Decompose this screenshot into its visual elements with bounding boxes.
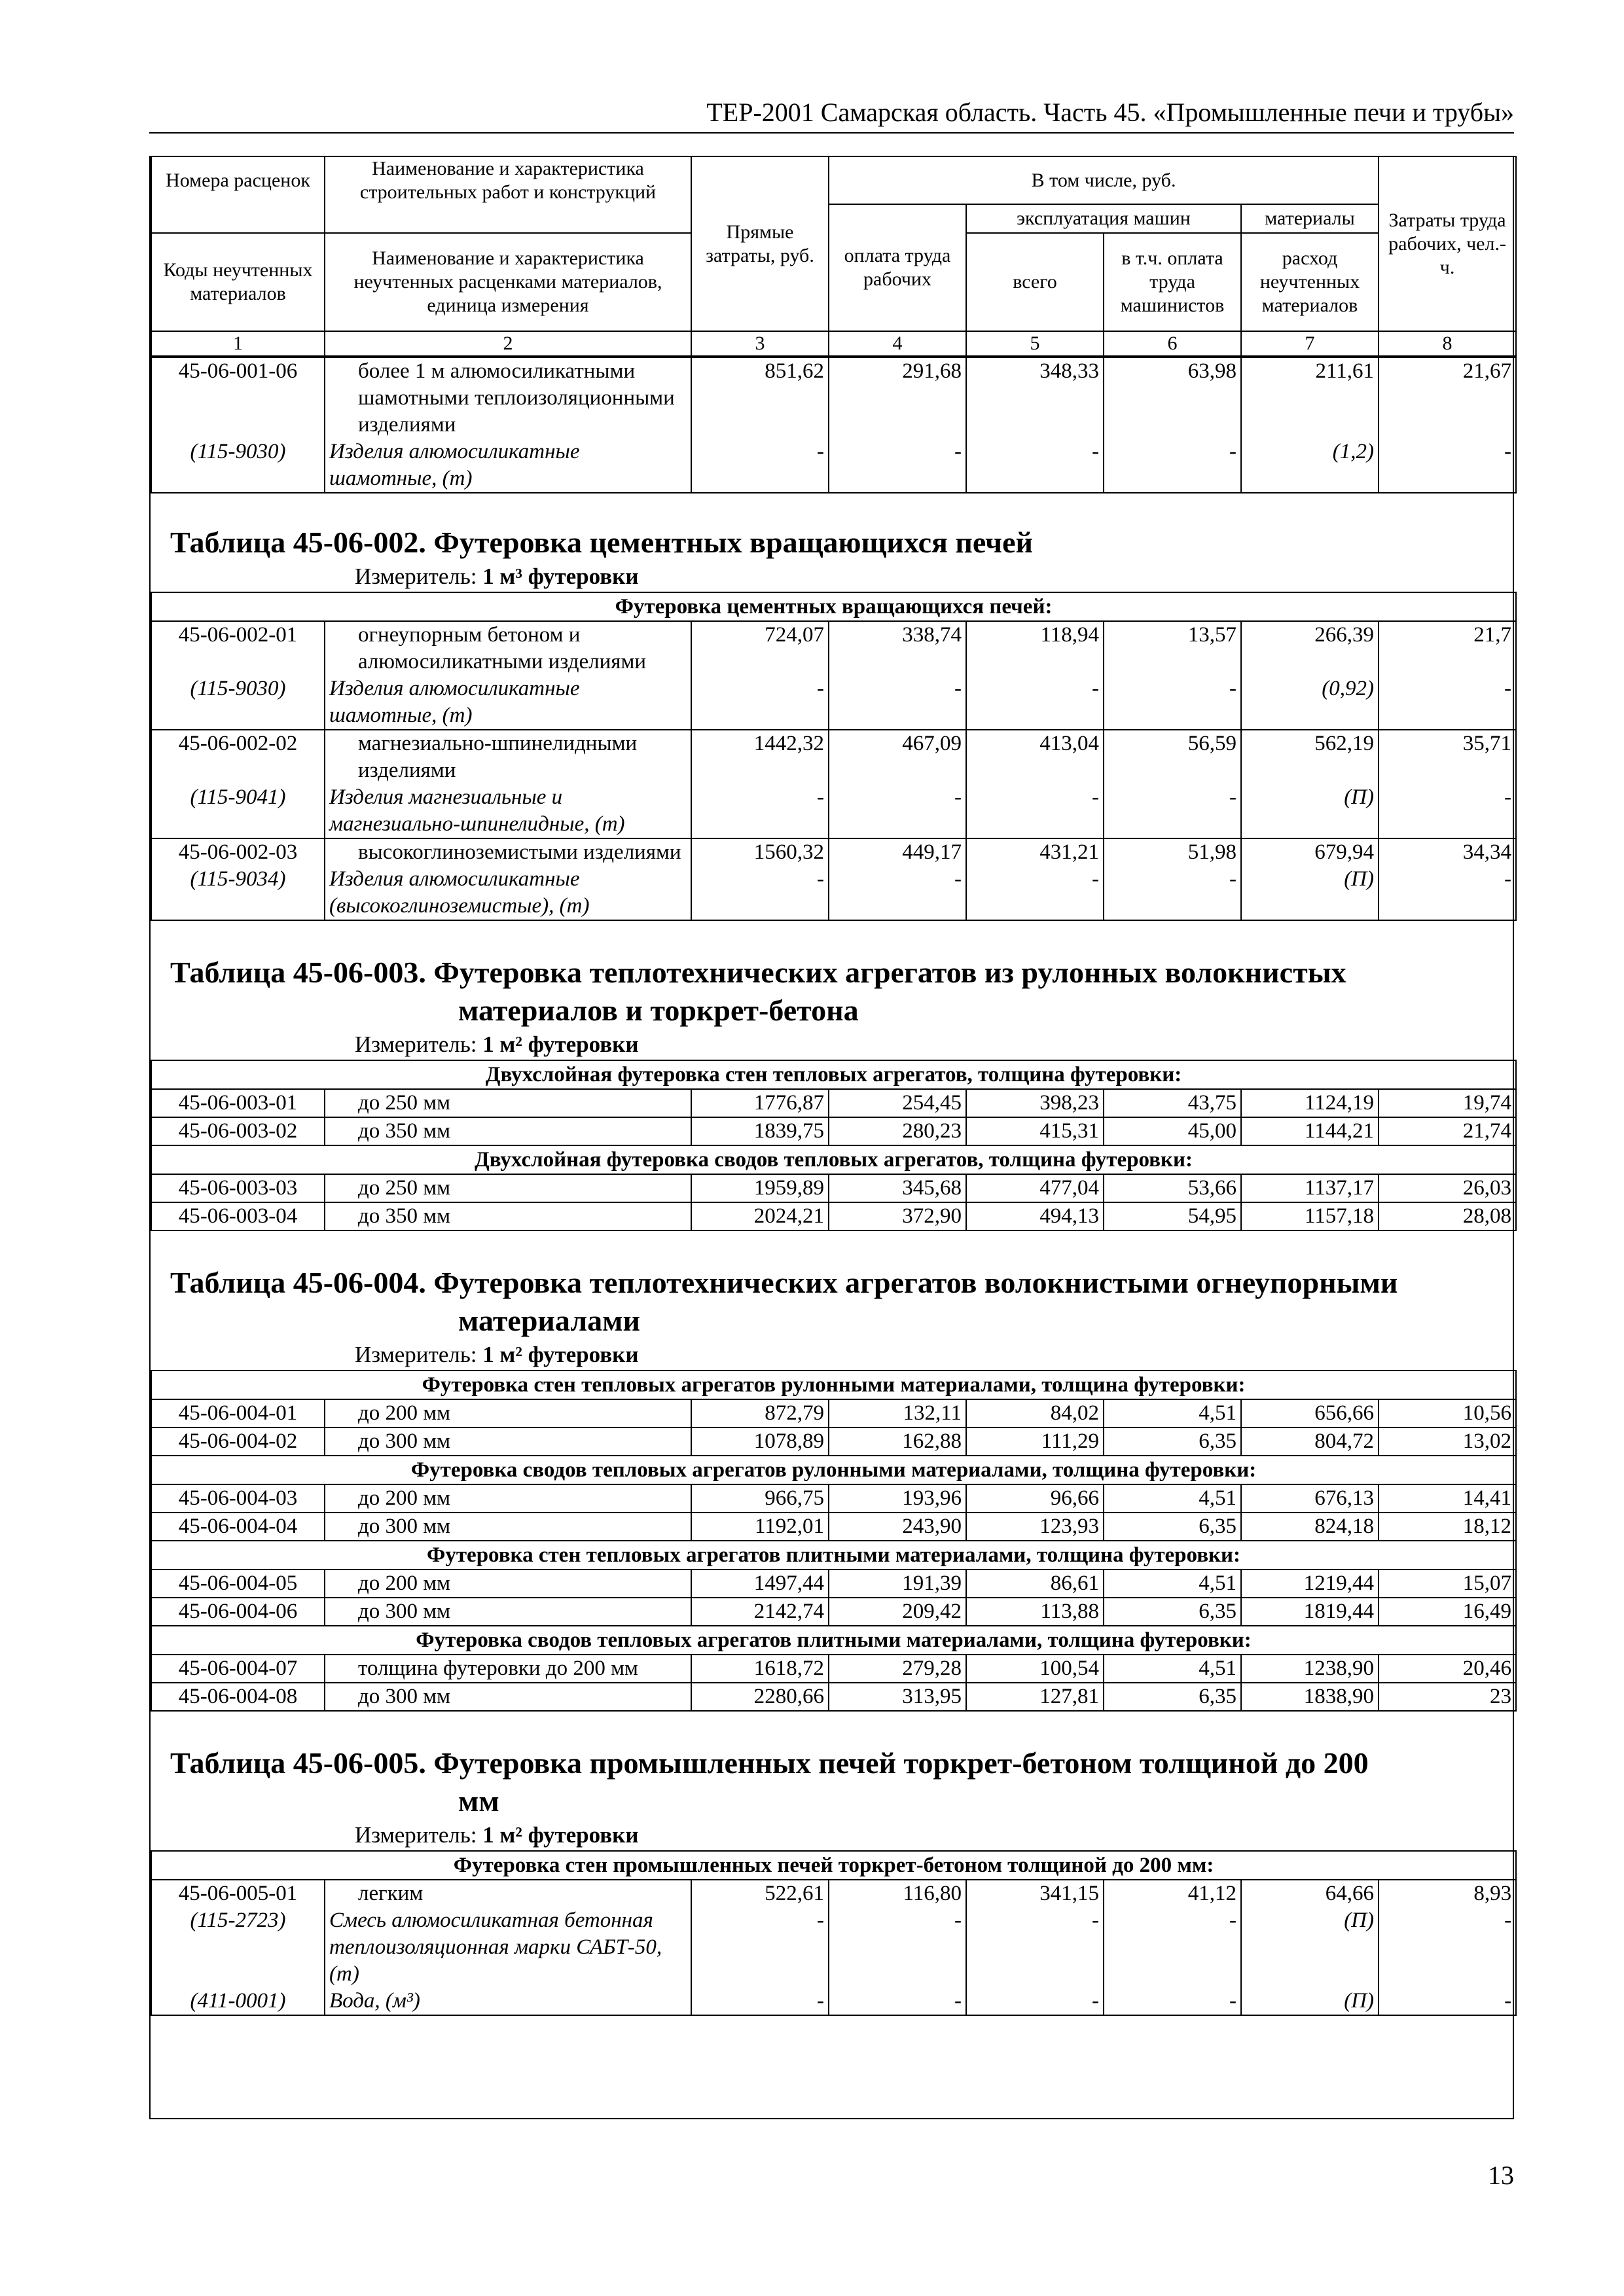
section-header: Двухслойная футеровка сводов тепловых агрегатов, толщина футеровки: (151, 1145, 1516, 1174)
table-row: 45-06-004-02 до 300 мм 1078,89 162,88 111,29 6,35 804,72 13,02 (151, 1427, 1516, 1456)
table-row: (115-9034) Изделия алюмосиликатные (высокоглиноземистые), (т) - - - - (П) - (151, 866, 1516, 920)
table-row: 45-06-004-07 толщина футеровки до 200 мм 1618,72 279,28 100,54 4,51 1238,90 20,46 (151, 1655, 1516, 1683)
table-003-heading (151, 921, 1513, 1060)
table-row: 45-06-003-01 до 250 мм 1776,87 254,45 398,23 43,75 1124,19 19,74 (151, 1089, 1516, 1117)
table-005-heading (151, 1712, 1513, 1850)
table-row: 45-06-002-02 магнезиально-шпинелидными изделиями 1442,32 467,09 413,04 56,59 562,19 35,71 (151, 730, 1516, 784)
table-004-unit: Измеритель: 1 м² футеровки (355, 1342, 639, 1367)
table-row: 45-06-004-06 до 300 мм 2142,74 209,42 113,88 6,35 1819,44 16,49 (151, 1598, 1516, 1626)
section-header: Футеровка сводов тепловых агрегатов плитными материалами, толщина футеровки: (151, 1626, 1516, 1655)
section-header: Футеровка стен промышленных печей торкрет-бетоном толщиной до 200 мм: (151, 1851, 1516, 1880)
table-row: (411-0001) Вода, (м³) - - - - (П) - (151, 1988, 1516, 2015)
table-002-title: Таблица 45-06-002. Футеровка цементных вращающихся печей (170, 526, 1034, 559)
table-row: 45-06-002-03 высокоглиноземистыми изделиями 1560,32 449,17 431,21 51,98 679,94 34,34 (151, 838, 1516, 866)
section-header: Футеровка цементных вращающихся печей: (151, 592, 1516, 621)
page-number: 13 (1488, 2161, 1514, 2190)
table-002-unit: Измеритель: 1 м³ футеровки (355, 564, 639, 589)
col6-header: в т.ч. оплата труда машинистов (1104, 233, 1241, 331)
col7-header: расход неучтенных материалов (1241, 233, 1379, 331)
document-frame (149, 156, 1514, 2119)
col-number: 7 (1241, 331, 1379, 356)
table-45-06-003 (151, 1060, 1517, 1231)
table-row: 45-06-003-03 до 250 мм 1959,89 345,68 477,04 53,66 1137,17 26,03 (151, 1174, 1516, 1202)
table-003-title: Таблица 45-06-003. Футеровка теплотехнических агрегатов из рулонных волокнистых материалов и торкрет-бетона (170, 956, 1346, 1027)
table-005-unit: Измеритель: 1 м² футеровки (355, 1822, 639, 1848)
section-header: Двухслойная футеровка стен тепловых агрегатов, толщина футеровки: (151, 1060, 1516, 1089)
table-row: (115-9041) Изделия магнезиальные и магнезиально-шпинелидные, (т) - - - - (П) - (151, 784, 1516, 838)
col5-header: всего (966, 233, 1104, 331)
table-row: 45-06-004-05 до 200 мм 1497,44 191,39 86,61 4,51 1219,44 15,07 (151, 1570, 1516, 1598)
col-number: 4 (829, 331, 966, 356)
table-004-heading (151, 1231, 1513, 1370)
col3-header: Прямые затраты, руб. (691, 156, 829, 331)
col-number: 5 (966, 331, 1104, 356)
table-003-unit: Измеритель: 1 м² футеровки (355, 1031, 639, 1057)
table-row: 45-06-004-01 до 200 мм 872,79 132,11 84,02 4,51 656,66 10,56 (151, 1399, 1516, 1427)
table-45-06-001 (151, 357, 1517, 493)
col8-header: Затраты труда рабочих, чел.-ч. (1379, 156, 1516, 331)
section-header: Футеровка стен тепловых агрегатов рулонными материалами, толщина футеровки: (151, 1371, 1516, 1399)
table-row: 45-06-001-06 более 1 м алюмосиликатными шамотными теплоизоляционными изделиями 851,62 291,68 348,33 63,98 211,61 21,67 (151, 357, 1516, 439)
table-row: 45-06-005-01 легким 522,61 116,80 341,15 41,12 64,66 8,93 (151, 1880, 1516, 1907)
table-row: 45-06-003-02 до 350 мм 1839,75 280,23 415,31 45,00 1144,21 21,74 (151, 1117, 1516, 1145)
table-row: (115-9030) Изделия алюмосиликатные шамотные, (т) - - - - (0,92) - (151, 675, 1516, 730)
col-number: 2 (325, 331, 691, 356)
table-45-06-005 (151, 1850, 1517, 2016)
col1-top-header: Номера расценок (151, 156, 325, 204)
col2-top-header: Наименование и характеристика строительных работ и конструкций (325, 156, 691, 204)
table-45-06-002 (151, 592, 1517, 921)
col-number: 1 (151, 331, 325, 356)
col-number: 8 (1379, 331, 1516, 356)
table-45-06-004 (151, 1370, 1517, 1712)
table-002-heading (151, 493, 1513, 592)
column-header-table (151, 156, 1517, 357)
section-header: Футеровка стен тепловых агрегатов плитными материалами, толщина футеровки: (151, 1541, 1516, 1570)
section-header: Футеровка сводов тепловых агрегатов рулонными материалами, толщина футеровки: (151, 1456, 1516, 1484)
col2-bottom-header: Наименование и характеристика неучтенных расценками материалов, единица измерения (325, 233, 691, 331)
page-header: ТЕР-2001 Самарская область. Часть 45. «Промышленные печи и трубы» (149, 97, 1514, 134)
including-header: В том числе, руб. (829, 156, 1379, 204)
table-row: 45-06-004-08 до 300 мм 2280,66 313,95 127,81 6,35 1838,90 23 (151, 1683, 1516, 1711)
table-row: (115-2723) Смесь алюмосиликатная бетонная теплоизоляционная марки САБТ-50, (т) - - - - (П) - (151, 1907, 1516, 1988)
table-005-title: Таблица 45-06-005. Футеровка промышленных печей торкрет-бетоном толщиной до 200 мм (170, 1746, 1369, 1818)
table-004-title: Таблица 45-06-004. Футеровка теплотехнических агрегатов волокнистыми огнеупорными материалами (170, 1266, 1398, 1337)
col4-header: оплата труда рабочих (829, 204, 966, 331)
col-number: 6 (1104, 331, 1241, 356)
machines-header: эксплуатация машин (966, 204, 1241, 233)
col1-bottom-header: Коды неучтенных материалов (151, 233, 325, 331)
table-row: 45-06-004-04 до 300 мм 1192,01 243,90 123,93 6,35 824,18 18,12 (151, 1513, 1516, 1541)
materials-header: материалы (1241, 204, 1379, 233)
col-number: 3 (691, 331, 829, 356)
table-row: (115-9030) Изделия алюмосиликатные шамотные, (т) - - - - (1,2) - (151, 439, 1516, 493)
table-row: 45-06-004-03 до 200 мм 966,75 193,96 96,66 4,51 676,13 14,41 (151, 1484, 1516, 1513)
table-row: 45-06-003-04 до 350 мм 2024,21 372,90 494,13 54,95 1157,18 28,08 (151, 1202, 1516, 1230)
table-row: 45-06-002-01 огнеупорным бетоном и алюмосиликатными изделиями 724,07 338,74 118,94 13,57 266,39 21,7 (151, 621, 1516, 675)
